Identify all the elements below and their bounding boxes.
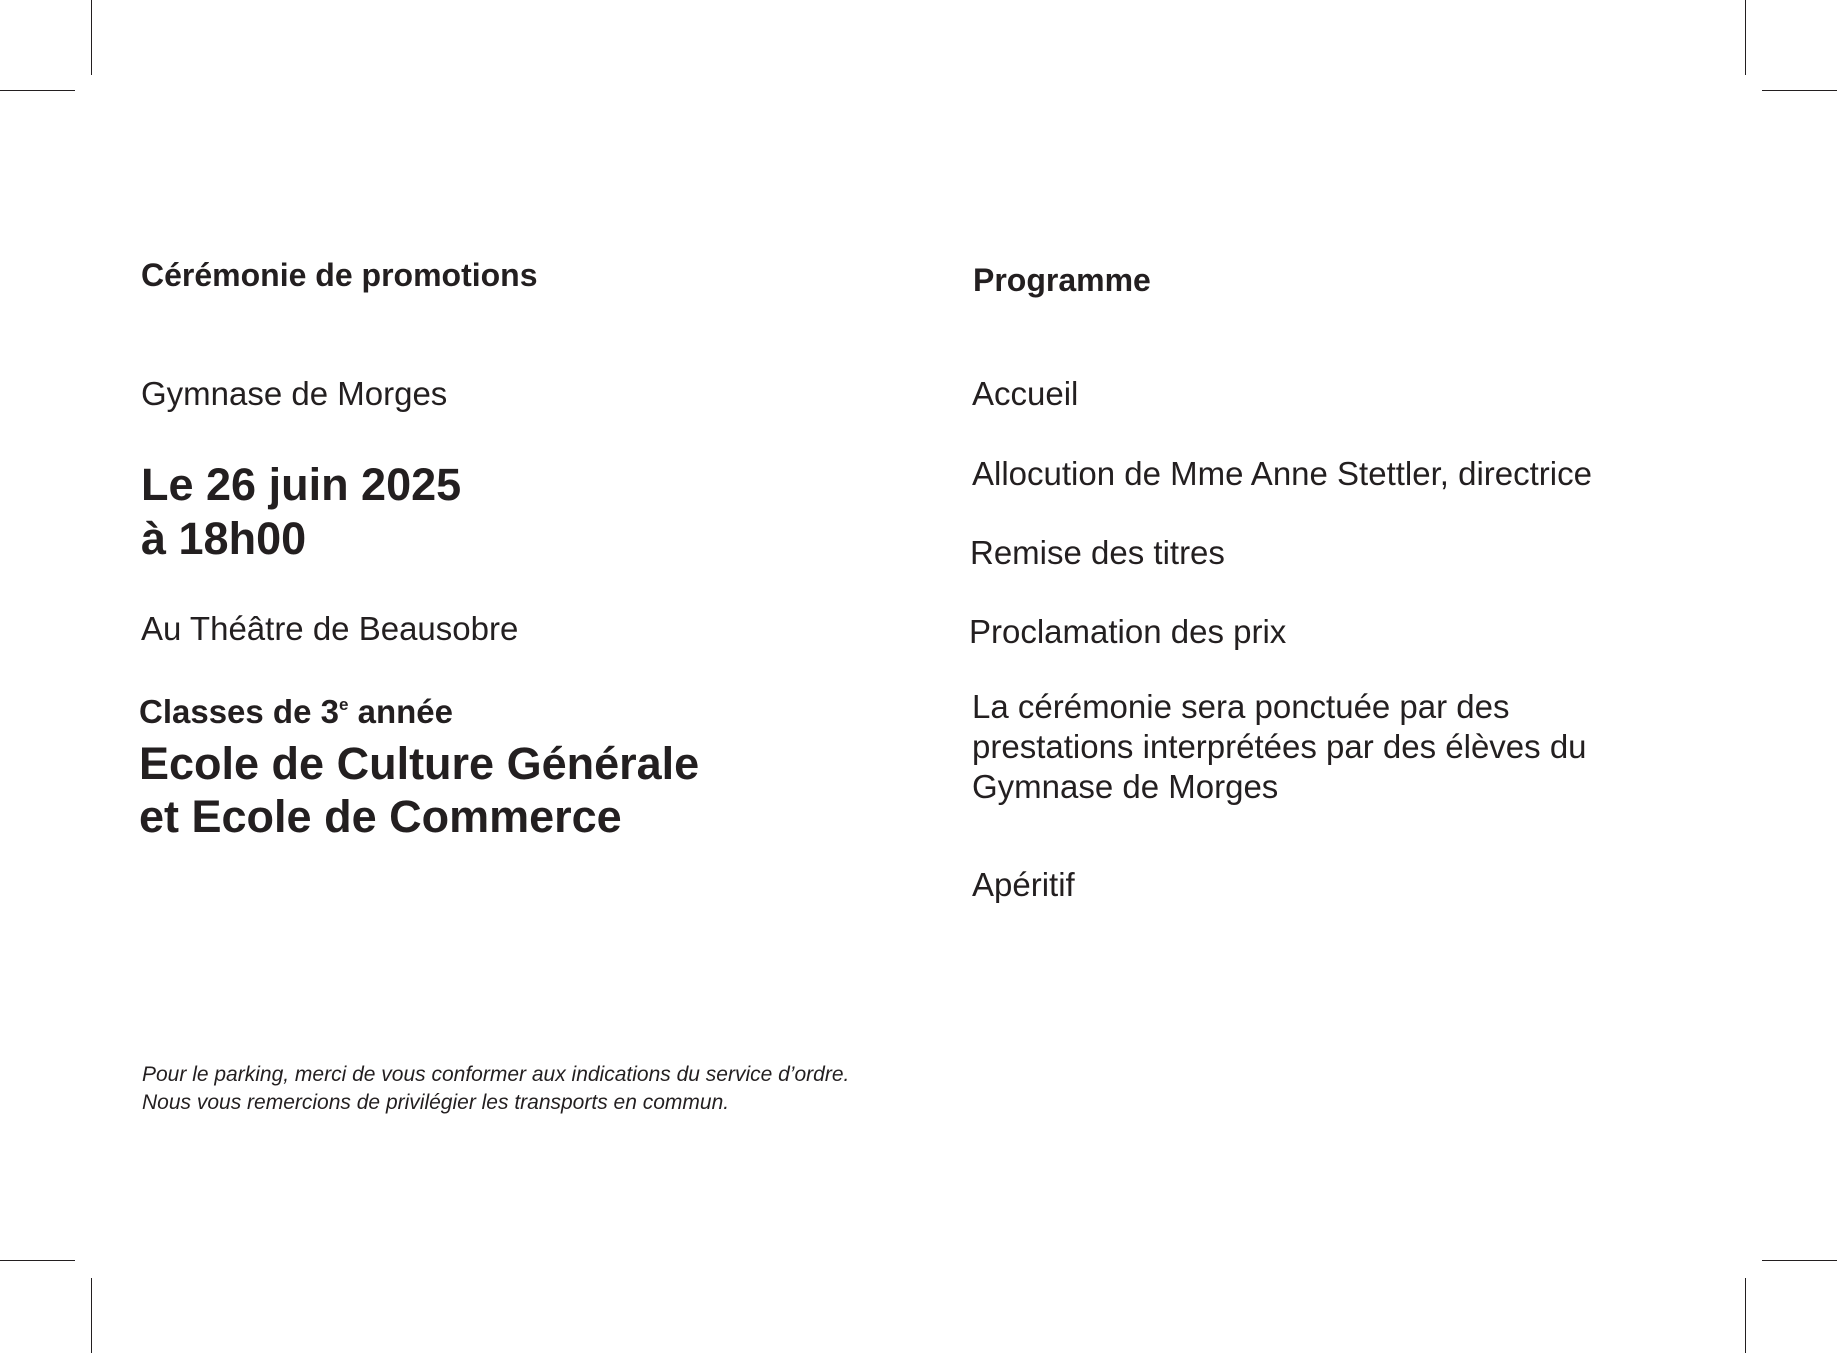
crop-mark-top-right-vertical (1745, 0, 1746, 75)
classes-prefix: Classes de 3 (139, 693, 339, 730)
school-name: Gymnase de Morges (141, 375, 448, 412)
crop-mark-bottom-left-vertical (91, 1278, 92, 1353)
school-name-line-2: et Ecole de Commerce (139, 791, 622, 842)
paragraph-line: Gymnase de Morges (972, 768, 1279, 805)
notice-line-1: Pour le parking, merci de vous conformer aux indications du service d’ordre. (142, 1063, 850, 1086)
ceremony-title: Cérémonie de promotions (141, 257, 538, 293)
event-time: à 18h00 (141, 513, 307, 564)
classes-superscript: e (338, 695, 349, 714)
classes-suffix: année (348, 693, 453, 730)
crop-mark-top-left-horizontal (0, 90, 75, 91)
notice-line-2: Nous vous remercions de privilégier les transports en commun. (142, 1091, 730, 1114)
programme-item: Allocution de Mme Anne Stettler, directrice (972, 455, 1592, 492)
crop-mark-top-left-vertical (91, 0, 92, 75)
school-name-line-1: Ecole de Culture Générale (139, 738, 700, 789)
programme-item: Proclamation des prix (969, 613, 1287, 650)
parking-notice (142, 1061, 849, 1117)
crop-mark-bottom-right-vertical (1745, 1278, 1746, 1353)
paragraph-line: prestations interprétées par des élèves du (972, 728, 1587, 765)
crop-mark-bottom-right-horizontal (1762, 1260, 1837, 1261)
programme-title: Programme (973, 262, 1151, 298)
event-venue: Au Théâtre de Beausobre (141, 610, 519, 647)
crop-mark-bottom-left-horizontal (0, 1260, 75, 1261)
programme-item: Remise des titres (970, 534, 1225, 571)
event-date-block (141, 458, 461, 566)
schools-heading (139, 737, 699, 843)
programme-performances-paragraph (972, 687, 1587, 807)
programme-item-aperitif: Apéritif (972, 866, 1075, 903)
crop-mark-top-right-horizontal (1762, 90, 1837, 91)
paragraph-line: La cérémonie sera ponctuée par des (972, 688, 1510, 725)
programme-item: Accueil (972, 375, 1079, 412)
classes-heading (139, 693, 453, 731)
event-date: Le 26 juin 2025 (141, 459, 462, 510)
